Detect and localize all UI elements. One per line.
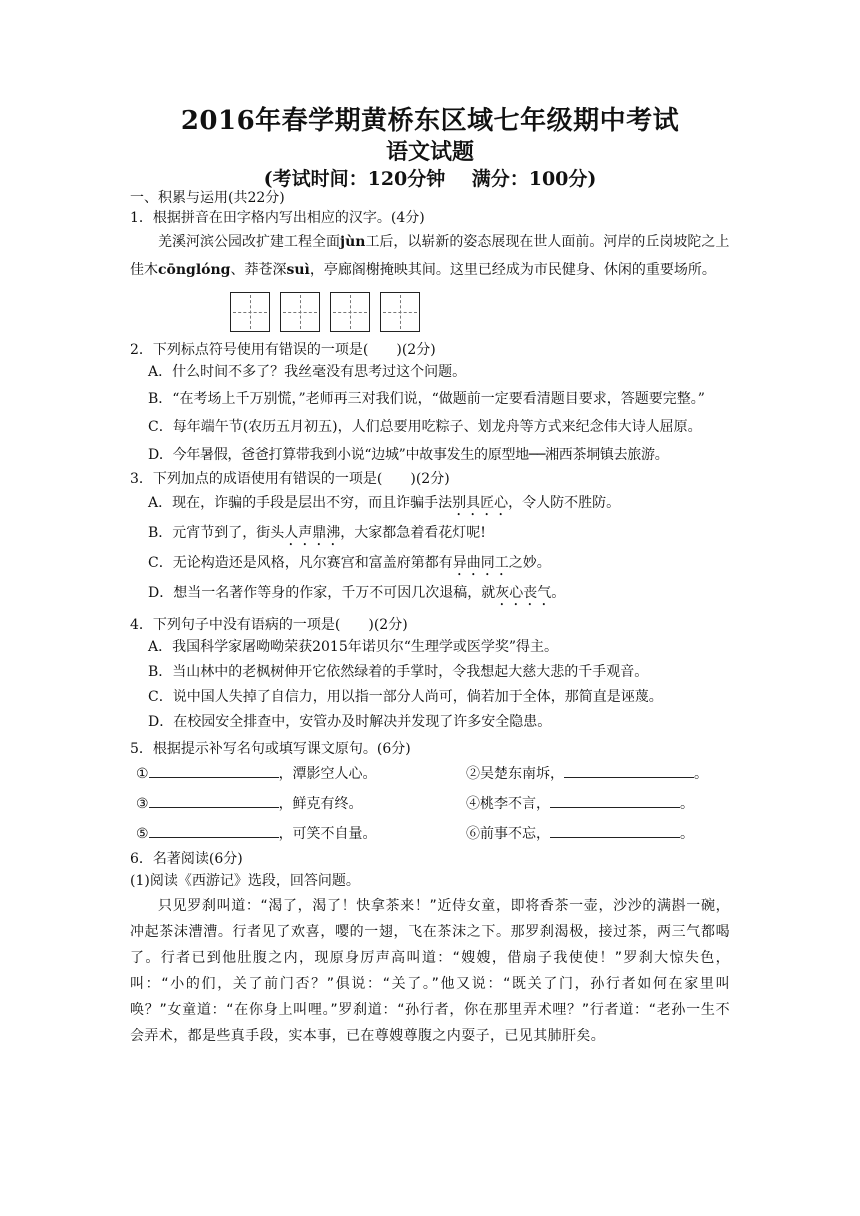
question-6-sub-1: (1)阅读《西游记》选段，回答问题。 <box>130 873 360 889</box>
question-2-option-c: C．每年端午节(农历五月初五)，人们总要用吃粽子、划龙舟等方式来纪念伟大诗人屈原。 <box>148 419 702 435</box>
option-text: C．无论构造还是风格，凡尔赛宫和富盖府第都有 <box>148 555 453 571</box>
option-text: ，大家都急着看花灯呢! <box>340 525 486 541</box>
question-3-option-d <box>130 579 730 609</box>
item-3-text: ，鲜克有终。 <box>278 796 363 812</box>
question-5-stem: 5．根据提示补写名句或填写课文原句。(6分) <box>130 741 411 757</box>
question-2-option-d: D．今年暑假，爸爸打算带我到小说“边城”中故事发生的原型地──湘西茶垌镇去旅游。 <box>148 447 669 463</box>
option-text: D．想当一名著作等身的作家，千万不可因几次退稿，就 <box>148 585 496 601</box>
exam-content <box>130 188 730 1049</box>
option-text: 。 <box>551 585 566 601</box>
exam-subtitle: 语文试题 <box>385 139 474 165</box>
fill-row <box>130 789 730 819</box>
question-3-option-c <box>130 549 730 579</box>
tianzige-cell[interactable] <box>230 292 270 332</box>
question-3-option-a <box>130 489 730 519</box>
passage-text: ，亭廊阁榭掩映其间。这里已经成为市民健身、休闲的重要场所。 <box>309 262 716 278</box>
passage-text: 羌溪河滨公园改扩建工程全面 <box>158 234 340 250</box>
dotted-idiom: 人声鼎沸 <box>284 525 341 541</box>
question-2-option-b: B．“在考场上千万别慌，”老师再三对我们说，“做题前一定要看清题目要求，答题要完整。” <box>148 391 705 407</box>
question-4-option-d: D．在校园安全排查中，安管办及时解决并发现了许多安全隐患。 <box>148 714 552 730</box>
answer-blank[interactable] <box>550 791 680 808</box>
answer-blank[interactable] <box>550 821 680 838</box>
item-1-label: ① <box>136 766 149 782</box>
passage-text: 工后，以崭新的姿态展现在世人面前。河岸的丘岗坡陀之上佳木 <box>130 234 730 278</box>
question-3-stem: 3．下列加点的成语使用有错误的一项是( )(2分) <box>130 471 450 487</box>
passage-text: 、莽苍深 <box>230 262 287 278</box>
section-heading: 一、积累与运用(共22分) <box>130 190 285 206</box>
dotted-idiom: 异曲同工 <box>452 555 509 571</box>
question-1-stem: 1．根据拼音在田字格内写出相应的汉字。(4分) <box>130 210 425 226</box>
option-text: B．元宵节到了，街头 <box>148 525 285 541</box>
answer-blank[interactable] <box>149 821 279 838</box>
option-text: ，令人防不胜防。 <box>508 495 621 511</box>
answer-blank[interactable] <box>564 761 694 778</box>
pinyin-1: jùn <box>340 234 366 250</box>
fill-row <box>130 759 730 789</box>
item-2-end: 。 <box>694 766 708 782</box>
exam-title: 2016年春学期黄桥东区域七年级期中考试 <box>180 106 680 136</box>
pinyin-2: cōnglóng <box>158 262 231 278</box>
pinyin-3: suì <box>286 262 310 278</box>
answer-blank[interactable] <box>149 791 279 808</box>
tianzige-grid <box>230 292 730 334</box>
question-4-option-b: B．当山林中的老枫树伸开它依然绿着的手掌时，令我想起大慈大悲的千手观音。 <box>148 664 649 680</box>
item-1-text: ，潭影空人心。 <box>278 766 377 782</box>
question-3-option-b <box>130 519 730 549</box>
question-2-stem: 2．下列标点符号使用有错误的一项是( )(2分) <box>130 342 436 358</box>
item-5-label: ⑤ <box>136 826 149 842</box>
option-text: 之妙。 <box>508 555 551 571</box>
item-2-text: ②吴楚东南坼， <box>466 766 564 782</box>
item-5-text: ，可笑不自量。 <box>278 826 377 842</box>
question-4-option-c: C．说中国人失掉了自信力，用以指一部分人尚可，倘若加于全体，那简直是诬蔑。 <box>148 689 663 705</box>
item-3-label: ③ <box>136 796 149 812</box>
fill-row <box>130 819 730 849</box>
question-1-passage <box>130 228 730 284</box>
exam-info: (考试时间：120分钟 满分：100分) <box>263 168 597 190</box>
answer-blank[interactable] <box>149 761 279 778</box>
question-6-stem: 6．名著阅读(6分) <box>130 851 243 867</box>
question-4-stem: 4．下列句子中没有语病的一项是( )(2分) <box>130 617 408 633</box>
question-4-option-a: A．我国科学家屠呦呦荣获2015年诺贝尔“生理学或医学奖”得主。 <box>148 639 559 655</box>
item-4-text: ④桃李不言， <box>466 796 550 812</box>
item-6-text: ⑥前事不忘， <box>466 826 550 842</box>
item-6-end: 。 <box>680 826 694 842</box>
xiyouji-excerpt: 只见罗刹叫道：“渴了，渴了！快拿茶来！”近侍女童，即将香茶一壶，沙沙的满斟一碗，冲起茶沫漕漕。行者见了欢喜，嘤的一翅，飞在茶沫之下。那罗刹渴极，接过茶，两三气都喝了。行者已到他肚腹之内，现原身厉声高叫道：“嫂嫂，借扇子我使使！”罗刹大惊失色，叫：“小的们，关了前门否？”俱说：“关了。”他又说：“既关了门，孙行者如何在家里叫唤？”女童道：“在你身上叫哩。”罗刹道：“孙行者，你在那里弄术哩？”行者道：“老孙一生不会弄术，都是些真手段，实本事，已在尊嫂尊腹之内耍子，已见其肺肝矣。 <box>130 898 730 1044</box>
tianzige-cell[interactable] <box>280 292 320 332</box>
question-2-option-a: A．什么时间不多了？我丝毫没有思考过这个问题。 <box>148 364 467 380</box>
dotted-idiom: 别具匠心 <box>452 495 509 511</box>
tianzige-cell[interactable] <box>330 292 370 332</box>
option-text: A．现在，诈骗的手段是层出不穷，而且诈骗手法 <box>148 495 453 511</box>
item-4-end: 。 <box>680 796 694 812</box>
dotted-idiom: 灰心丧气 <box>495 585 552 601</box>
tianzige-cell[interactable] <box>380 292 420 332</box>
